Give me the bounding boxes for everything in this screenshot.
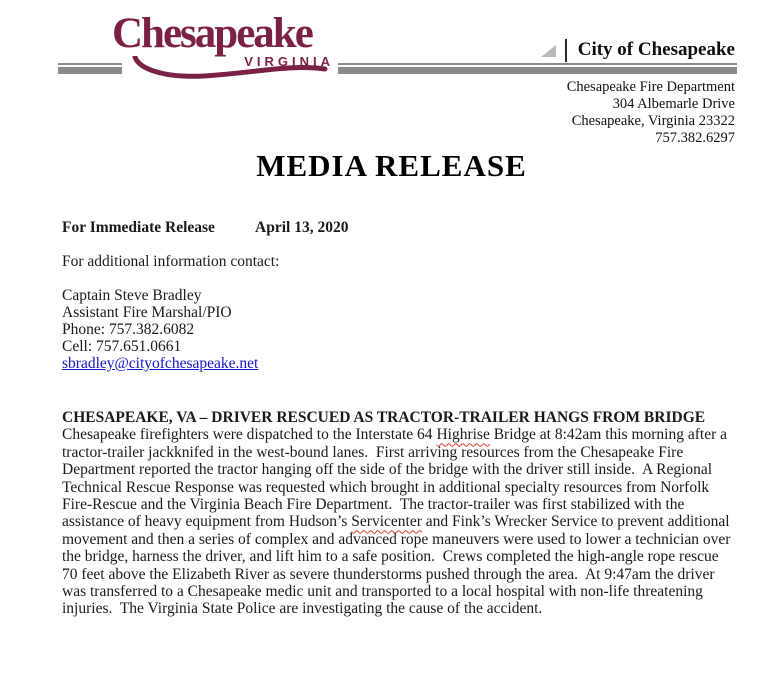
logo-state-label: VIRGINIA [244,54,334,69]
chesapeake-virginia-logo [112,12,336,80]
logo-wordmark: Chesapeake [112,10,312,57]
address-street: 304 Albemarle Drive [612,96,735,112]
article-headline: CHESAPEAKE, VA – DRIVER RESCUED AS TRACTOR-TRAILER HANGS FROM BRIDGE [62,409,706,426]
body-run: Chesapeake firefighters were dispatched to the Interstate 64 [62,426,437,444]
rule-thick [338,67,737,74]
article [62,409,736,618]
contact-phone: Phone: 757.382.6082 [62,321,195,338]
department-address [567,79,735,147]
divider-bar [565,39,567,62]
contact-name: Captain Steve Bradley [62,287,202,304]
release-label: For Immediate Release [62,219,215,236]
triangle-icon [541,45,556,57]
city-title: City of Chesapeake [577,39,735,60]
contact-role: Assistant Fire Marshal/PIO [62,304,232,321]
header-rule-right [338,63,737,74]
address-phone: 757.382.6297 [655,130,735,146]
contact-intro: For additional information contact: [62,253,280,270]
article-body [62,426,736,617]
contact-cell: Cell: 757.651.0661 [62,338,182,355]
release-date: April 13, 2020 [255,219,349,236]
misspelled-word: Servicenter [351,513,422,531]
contact-block [62,287,258,372]
release-meta [62,219,348,237]
misspelled-word: Highrise [436,426,490,444]
page-title: MEDIA RELEASE [256,148,527,183]
contact-email-link[interactable]: sbradley@cityofchesapeake.net [62,355,259,372]
body-run: Bridge at 8:42am this morning after a tractor-trailer jackknifed in the west-bound lanes. First arriving resources from the Chesapeake Fire Department reported the tractor hanging off the side of the bridge with the driver still inside. A Regional Technical Rescue Response was requested which brought in additional specialty resources from Norfolk Fire-Rescue and the Virginia Beach Fire Department. The tractor-trailer was first stabilized with the assistance of heavy equipment from Hudson’s [62,426,731,531]
body-run: and Fink’s Wrecker Service to prevent additional movement and then a series of complex and advanced rope maneuvers were used to lower a technician over the bridge, harness the driver, and lift him to a safe position. Crews completed the high-angle rope rescue 70 feet above the Elizabeth River as severe thunderstorms pushed through the area. At 9:47am the driver was transferred to a Chesapeake medic unit and transported to a local hospital with non-life threatening injuries. The Virginia State Police are investigating the cause of the accident. [62,513,735,618]
city-banner [541,37,735,63]
address-department: Chesapeake Fire Department [566,79,735,95]
address-city-state-zip: Chesapeake, Virginia 23322 [571,113,735,129]
rule-thin [338,63,737,65]
